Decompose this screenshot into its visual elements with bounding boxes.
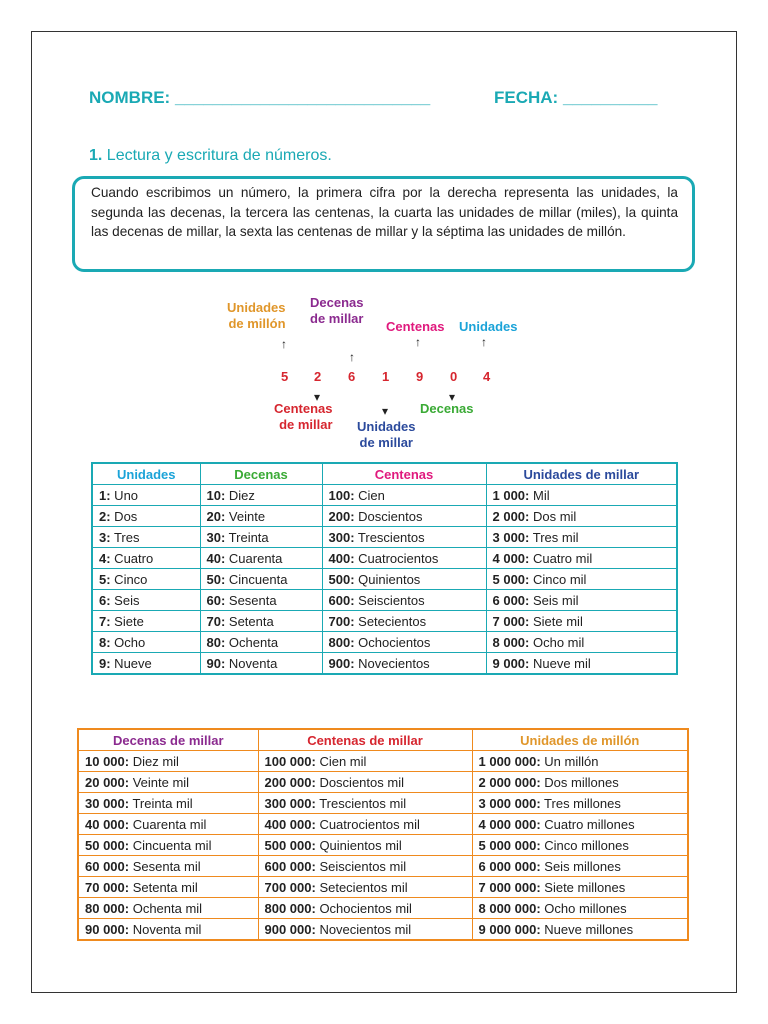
place-value-table-1: [91, 462, 678, 675]
cell-number: 900 000:: [264, 921, 316, 937]
cell-word: Cien: [354, 487, 385, 503]
col-header-unidades-de-millar: Unidades de millar: [486, 463, 677, 485]
table-cell: [486, 548, 677, 569]
cell-word: Setecientos: [354, 613, 427, 629]
cell-word: Quinientos: [354, 571, 421, 587]
cell-number: 3 000:: [492, 529, 530, 545]
cell-number: 40 000:: [85, 816, 130, 832]
table-cell: [258, 856, 472, 877]
cell-word: Ochocientos: [354, 634, 431, 650]
table-cell: [200, 527, 322, 548]
table-cell: [258, 919, 472, 941]
cell-number: 40:: [206, 550, 226, 566]
cell-word: Seis millones: [540, 858, 621, 874]
table-cell: [472, 856, 688, 877]
cell-word: Nueve: [110, 655, 152, 671]
cell-word: Doscientos: [354, 508, 423, 524]
table-row: [92, 590, 677, 611]
table-cell: [92, 653, 200, 675]
table-cell: [486, 485, 677, 506]
table-row: [78, 835, 688, 856]
cell-number: 7 000 000:: [478, 879, 541, 895]
cell-number: 200 000:: [264, 774, 316, 790]
cell-word: Cien mil: [315, 753, 367, 769]
cell-number: 10:: [206, 487, 226, 503]
table-row: [78, 898, 688, 919]
table-cell: [258, 793, 472, 814]
cell-number: 900:: [328, 655, 355, 671]
table-row: [92, 653, 677, 675]
cell-number: 50:: [206, 571, 226, 587]
place-value-table-2: [77, 728, 689, 941]
table-cell: [486, 569, 677, 590]
table-cell: [78, 772, 258, 793]
cell-word: Cuatrocientos mil: [315, 816, 420, 832]
up-arrow-icon: ↑: [349, 350, 355, 364]
table-row: [92, 611, 677, 632]
cell-number: 6 000 000:: [478, 858, 541, 874]
cell-number: 5 000 000:: [478, 837, 541, 853]
section-title: [89, 147, 332, 165]
digit: 5: [281, 369, 289, 384]
cell-number: 4:: [99, 550, 111, 566]
table-cell: [92, 485, 200, 506]
cell-word: Seis mil: [529, 592, 579, 608]
cell-number: 90:: [206, 655, 226, 671]
digit: 4: [483, 369, 491, 384]
cell-number: 1 000:: [492, 487, 530, 503]
cell-word: Ochenta mil: [129, 900, 203, 916]
cell-word: Treinta mil: [129, 795, 193, 811]
table-cell: [92, 590, 200, 611]
cell-number: 9:: [99, 655, 111, 671]
label-unidades-de-millar-line1: Unidades: [357, 419, 416, 434]
cell-word: Setecientos mil: [315, 879, 408, 895]
cell-number: 5:: [99, 571, 111, 587]
cell-number: 60:: [206, 592, 226, 608]
cell-number: 100 000:: [264, 753, 316, 769]
cell-number: 300 000:: [264, 795, 316, 811]
label-decenas-de-millar-line1: Decenas: [310, 295, 364, 310]
table-cell: [472, 919, 688, 941]
table-cell: [258, 772, 472, 793]
table-row: [78, 793, 688, 814]
label-centenas: Centenas: [386, 319, 445, 334]
cell-word: Cinco: [110, 571, 148, 587]
cell-word: Uno: [110, 487, 139, 503]
table-header-row: [92, 463, 677, 485]
cell-word: Siete millones: [540, 879, 626, 895]
cell-word: Setenta: [225, 613, 274, 629]
cell-number: 70:: [206, 613, 226, 629]
cell-word: Siete: [110, 613, 144, 629]
cell-word: Seiscientos: [354, 592, 425, 608]
label-centenas-de-millar-line1: Centenas: [274, 401, 333, 416]
table-cell: [322, 632, 486, 653]
table-row: [78, 772, 688, 793]
table-cell: [92, 632, 200, 653]
cell-number: 60 000:: [85, 858, 130, 874]
cell-word: Novecientos mil: [315, 921, 412, 937]
table-cell: [472, 835, 688, 856]
table-cell: [78, 898, 258, 919]
cell-word: Diez mil: [129, 753, 179, 769]
label-unidades-de-millar: [357, 419, 416, 451]
cell-word: Cincuenta: [225, 571, 288, 587]
table-row: [78, 877, 688, 898]
table-row: [92, 527, 677, 548]
cell-word: Dos mil: [529, 508, 577, 524]
col-header-centenas-de-millar: Centenas de millar: [258, 729, 472, 751]
cell-number: 10 000:: [85, 753, 130, 769]
table-cell: [200, 590, 322, 611]
digit: 2: [314, 369, 322, 384]
table-row: [78, 751, 688, 772]
up-arrow-icon: ↑: [281, 337, 287, 351]
table-cell: [200, 653, 322, 675]
label-decenas-de-millar: [310, 295, 363, 327]
section-number: 1.: [89, 147, 103, 164]
cell-word: Sesenta mil: [129, 858, 201, 874]
table-header-row: [78, 729, 688, 751]
table-cell: [92, 527, 200, 548]
table-row: [78, 814, 688, 835]
cell-word: Cuatro: [110, 550, 154, 566]
cell-number: 500:: [328, 571, 355, 587]
table-cell: [472, 772, 688, 793]
cell-word: Doscientos mil: [315, 774, 404, 790]
cell-word: Novecientos: [354, 655, 430, 671]
table-cell: [322, 506, 486, 527]
table-cell: [92, 569, 200, 590]
table-row: [92, 632, 677, 653]
cell-word: Veinte: [225, 508, 266, 524]
table-cell: [78, 814, 258, 835]
cell-number: 600:: [328, 592, 355, 608]
cell-word: Mil: [529, 487, 550, 503]
label-decenas: Decenas: [420, 401, 474, 416]
cell-number: 2 000:: [492, 508, 530, 524]
cell-number: 400:: [328, 550, 355, 566]
cell-word: Ocho millones: [540, 900, 627, 916]
cell-number: 4 000 000:: [478, 816, 541, 832]
cell-number: 50 000:: [85, 837, 130, 853]
table-cell: [322, 548, 486, 569]
cell-word: Nueve mil: [529, 655, 591, 671]
cell-number: 400 000:: [264, 816, 316, 832]
cell-number: 800:: [328, 634, 355, 650]
cell-number: 30:: [206, 529, 226, 545]
cell-number: 8 000:: [492, 634, 530, 650]
table-cell: [472, 751, 688, 772]
cell-word: Ochocientos mil: [315, 900, 412, 916]
table-cell: [200, 611, 322, 632]
cell-number: 9 000:: [492, 655, 530, 671]
cell-word: Tres: [110, 529, 140, 545]
cell-number: 2:: [99, 508, 111, 524]
label-unidades-de-millon-line2: de millón: [228, 316, 286, 331]
cell-word: Siete mil: [529, 613, 583, 629]
table-row: [78, 856, 688, 877]
cell-number: 30 000:: [85, 795, 130, 811]
table-cell: [78, 835, 258, 856]
cell-number: 7 000:: [492, 613, 530, 629]
cell-number: 5 000:: [492, 571, 530, 587]
cell-number: 200:: [328, 508, 355, 524]
cell-number: 300:: [328, 529, 355, 545]
cell-number: 500 000:: [264, 837, 316, 853]
table-cell: [200, 548, 322, 569]
cell-number: 3:: [99, 529, 111, 545]
table-cell: [258, 898, 472, 919]
up-arrow-icon: ↑: [415, 335, 421, 349]
up-arrow-icon: ↑: [481, 335, 487, 349]
cell-number: 100:: [328, 487, 355, 503]
table-cell: [322, 569, 486, 590]
table-cell: [486, 527, 677, 548]
date-field-label: FECHA: __________: [494, 88, 658, 107]
table-cell: [200, 485, 322, 506]
col-header-decenas-de-millar: Decenas de millar: [78, 729, 258, 751]
cell-number: 700 000:: [264, 879, 316, 895]
table-cell: [258, 814, 472, 835]
cell-word: Cinco millones: [540, 837, 629, 853]
cell-word: Diez: [225, 487, 255, 503]
table-cell: [78, 877, 258, 898]
down-arrow-icon: ▾: [314, 390, 321, 404]
label-unidades: Unidades: [459, 319, 518, 334]
cell-number: 8 000 000:: [478, 900, 541, 916]
col-header-decenas: Decenas: [200, 463, 322, 485]
table-cell: [322, 611, 486, 632]
down-arrow-icon: ▾: [382, 404, 389, 418]
table-cell: [78, 919, 258, 941]
digit: 1: [382, 369, 390, 384]
col-header-centenas: Centenas: [322, 463, 486, 485]
cell-word: Treinta: [225, 529, 269, 545]
digit: 6: [348, 369, 356, 384]
cell-number: 600 000:: [264, 858, 316, 874]
cell-number: 800 000:: [264, 900, 316, 916]
cell-word: Quinientos mil: [315, 837, 402, 853]
cell-word: Cinco mil: [529, 571, 587, 587]
table-cell: [486, 590, 677, 611]
cell-word: Setenta mil: [129, 879, 198, 895]
cell-word: Dos millones: [540, 774, 619, 790]
cell-word: Trescientos: [354, 529, 425, 545]
table-cell: [78, 793, 258, 814]
digit: 9: [416, 369, 424, 384]
intro-text-box: Cuando escribimos un número, la primera cifra por la derecha representa las unidades, la segunda las decenas, la tercera las centenas, la cuarta las unidades de millar (miles), la quinta las decenas de millar, la sexta las centenas de millar y la séptima las unidades de millón.: [72, 176, 695, 272]
cell-word: Ocho: [110, 634, 146, 650]
table-cell: [472, 877, 688, 898]
section-title-text: Lectura y escritura de números.: [102, 147, 332, 164]
col-header-unidades: Unidades: [92, 463, 200, 485]
label-unidades-de-millon-line1: Unidades: [227, 300, 286, 315]
cell-number: 6:: [99, 592, 111, 608]
table-cell: [200, 632, 322, 653]
cell-number: 20:: [206, 508, 226, 524]
cell-number: 700:: [328, 613, 355, 629]
cell-word: Cuatrocientos: [354, 550, 439, 566]
cell-number: 80 000:: [85, 900, 130, 916]
table-cell: [486, 611, 677, 632]
cell-number: 90 000:: [85, 921, 130, 937]
cell-word: Dos: [110, 508, 138, 524]
cell-word: Noventa mil: [129, 921, 202, 937]
label-unidades-de-millar-line2: de millar: [359, 435, 413, 450]
table-cell: [322, 590, 486, 611]
cell-word: Trescientos mil: [315, 795, 407, 811]
table-cell: [472, 793, 688, 814]
table-cell: [322, 653, 486, 675]
label-centenas-de-millar: [274, 401, 333, 433]
label-decenas-de-millar-line2: de millar: [310, 311, 364, 326]
cell-word: Ocho mil: [529, 634, 585, 650]
cell-number: 8:: [99, 634, 111, 650]
table-cell: [472, 814, 688, 835]
cell-word: Cuatro millones: [540, 816, 635, 832]
cell-word: Cuatro mil: [529, 550, 593, 566]
table-row: [78, 919, 688, 941]
label-unidades-de-millon: [227, 300, 286, 332]
cell-word: Ochenta: [225, 634, 279, 650]
cell-word: Tres millones: [540, 795, 621, 811]
table-cell: [486, 632, 677, 653]
digit: 0: [450, 369, 458, 384]
table-cell: [258, 751, 472, 772]
table-cell: [92, 506, 200, 527]
cell-word: Noventa: [225, 655, 278, 671]
table-cell: [92, 611, 200, 632]
cell-word: Un millón: [540, 753, 599, 769]
cell-number: 6 000:: [492, 592, 530, 608]
table-cell: [92, 548, 200, 569]
cell-word: Nueve millones: [540, 921, 634, 937]
cell-number: 2 000 000:: [478, 774, 541, 790]
cell-word: Sesenta: [225, 592, 277, 608]
cell-word: Veinte mil: [129, 774, 190, 790]
table-cell: [78, 751, 258, 772]
label-centenas-de-millar-line2: de millar: [279, 417, 333, 432]
name-field-label: NOMBRE: ___________________________: [89, 88, 431, 107]
table-row: [92, 485, 677, 506]
table-cell: [258, 835, 472, 856]
col-header-unidades-de-millon: Unidades de millón: [472, 729, 688, 751]
cell-number: 80:: [206, 634, 226, 650]
cell-number: 20 000:: [85, 774, 130, 790]
table-cell: [486, 653, 677, 675]
cell-number: 1:: [99, 487, 111, 503]
table-cell: [200, 506, 322, 527]
cell-number: 1 000 000:: [478, 753, 541, 769]
cell-number: 3 000 000:: [478, 795, 541, 811]
cell-number: 4 000:: [492, 550, 530, 566]
cell-word: Seis: [110, 592, 140, 608]
cell-word: Cuarenta mil: [129, 816, 207, 832]
table-cell: [322, 485, 486, 506]
down-arrow-icon: ▾: [449, 390, 456, 404]
cell-word: Cincuenta mil: [129, 837, 212, 853]
cell-number: 9 000 000:: [478, 921, 541, 937]
table-row: [92, 506, 677, 527]
table-row: [92, 569, 677, 590]
table-cell: [78, 856, 258, 877]
table-cell: [486, 506, 677, 527]
table-cell: [200, 569, 322, 590]
cell-word: Seiscientos mil: [315, 858, 407, 874]
table-cell: [258, 877, 472, 898]
cell-word: Cuarenta: [225, 550, 283, 566]
cell-number: 70 000:: [85, 879, 130, 895]
table-row: [92, 548, 677, 569]
table-cell: [322, 527, 486, 548]
table-cell: [472, 898, 688, 919]
cell-number: 7:: [99, 613, 111, 629]
cell-word: Tres mil: [529, 529, 579, 545]
